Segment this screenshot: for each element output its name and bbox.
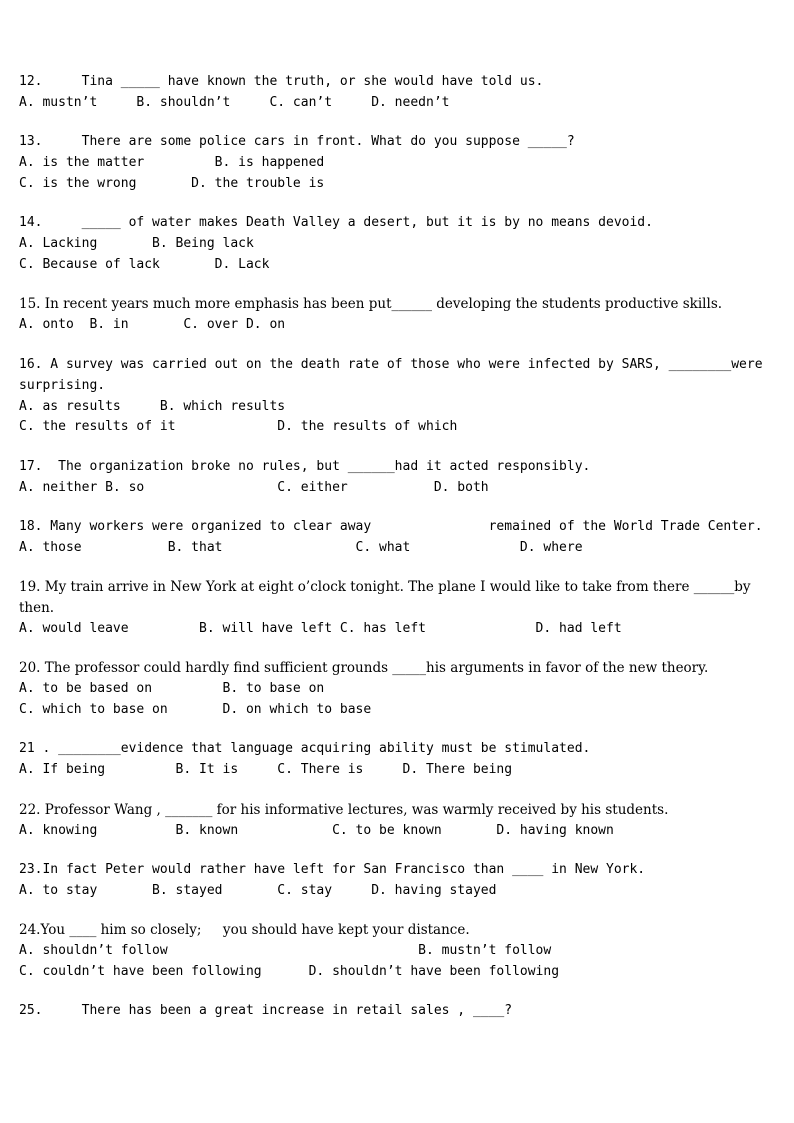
- question-15: [19, 294, 784, 336]
- question-stem: 15. In recent years much more emphasis has been put______ developing the students productive skills.: [19, 296, 723, 312]
- question-stem: 18. Many workers were organized to clear away remained of the World Trade Center.: [19, 519, 763, 534]
- question-stem: 19. My train arrive in New York at eight o’clock tonight. The plane I would like to take from there ______by then.: [19, 579, 751, 616]
- question-stem: 20. The professor could hardly find sufficient grounds _____his arguments in favor of the new theory.: [19, 660, 709, 676]
- question-stem: 23.In fact Peter would rather have left for San Francisco than ____ in New York.: [19, 862, 646, 877]
- question-options: C. the results of it D. the results of which: [19, 419, 458, 435]
- question-options: A. those B. that C. what D. where: [19, 539, 583, 555]
- question-options: A. to be based on B. to base on: [19, 680, 325, 696]
- question-stem: 17. The organization broke no rules, but ______had it acted responsibly.: [19, 459, 591, 474]
- question-stem: 24.You ____ him so closely; you should have kept your distance.: [19, 922, 470, 938]
- question-options: A. Lacking B. Being lack: [19, 235, 254, 251]
- question-stem: 16. A survey was carried out on the death rate of those who were infected by SARS, ________were surprising.: [19, 357, 763, 393]
- question-21: [19, 739, 784, 781]
- question-stem: 13. There are some police cars in front. What do you suppose _____?: [19, 134, 575, 149]
- question-stem: 14. _____ of water makes Death Valley a desert, but it is by no means devoid.: [19, 215, 653, 230]
- question-options: A. is the matter B. is happened: [19, 154, 325, 170]
- question-16: [19, 355, 784, 438]
- question-stem: 12. Tina _____ have known the truth, or she would have told us.: [19, 74, 544, 89]
- question-13: [19, 132, 784, 194]
- question-17: [19, 457, 784, 499]
- question-25: [19, 1001, 784, 1022]
- question-18: [19, 517, 784, 559]
- question-22: [19, 800, 784, 842]
- question-options: A. to stay B. stayed C. stay D. having stayed: [19, 882, 497, 898]
- question-stem: 25. There has been a great increase in retail sales , ____?: [19, 1003, 513, 1018]
- question-options: A. mustn’t B. shouldn’t C. can’t D. needn’t: [19, 94, 450, 110]
- question-12: [19, 72, 784, 114]
- question-options: A. knowing B. known C. to be known D. having known: [19, 822, 614, 838]
- question-options: A. shouldn’t follow B. mustn’t follow: [19, 942, 552, 958]
- question-options: C. Because of lack D. Lack: [19, 256, 270, 272]
- question-options: A. would leave B. will have left C. has left D. had left: [19, 620, 622, 636]
- question-20: [19, 658, 784, 720]
- question-stem: 21 . ________evidence that language acquiring ability must be stimulated.: [19, 741, 591, 756]
- question-24: [19, 920, 784, 982]
- question-options: A. If being B. It is C. There is D. There being: [19, 761, 513, 777]
- question-options: A. onto B. in C. over D. on: [19, 316, 286, 332]
- question-options: C. which to base on D. on which to base: [19, 701, 372, 717]
- question-options: A. neither B. so C. either D. both: [19, 479, 489, 495]
- question-19: [19, 577, 784, 639]
- question-stem: 22. Professor Wang , _______ for his informative lectures, was warmly received by his students.: [19, 802, 669, 818]
- question-14: [19, 213, 784, 275]
- question-options: C. couldn’t have been following D. shouldn’t have been following: [19, 963, 560, 979]
- question-options: C. is the wrong D. the trouble is: [19, 175, 325, 191]
- question-23: [19, 860, 784, 902]
- question-options: A. as results B. which results: [19, 398, 286, 414]
